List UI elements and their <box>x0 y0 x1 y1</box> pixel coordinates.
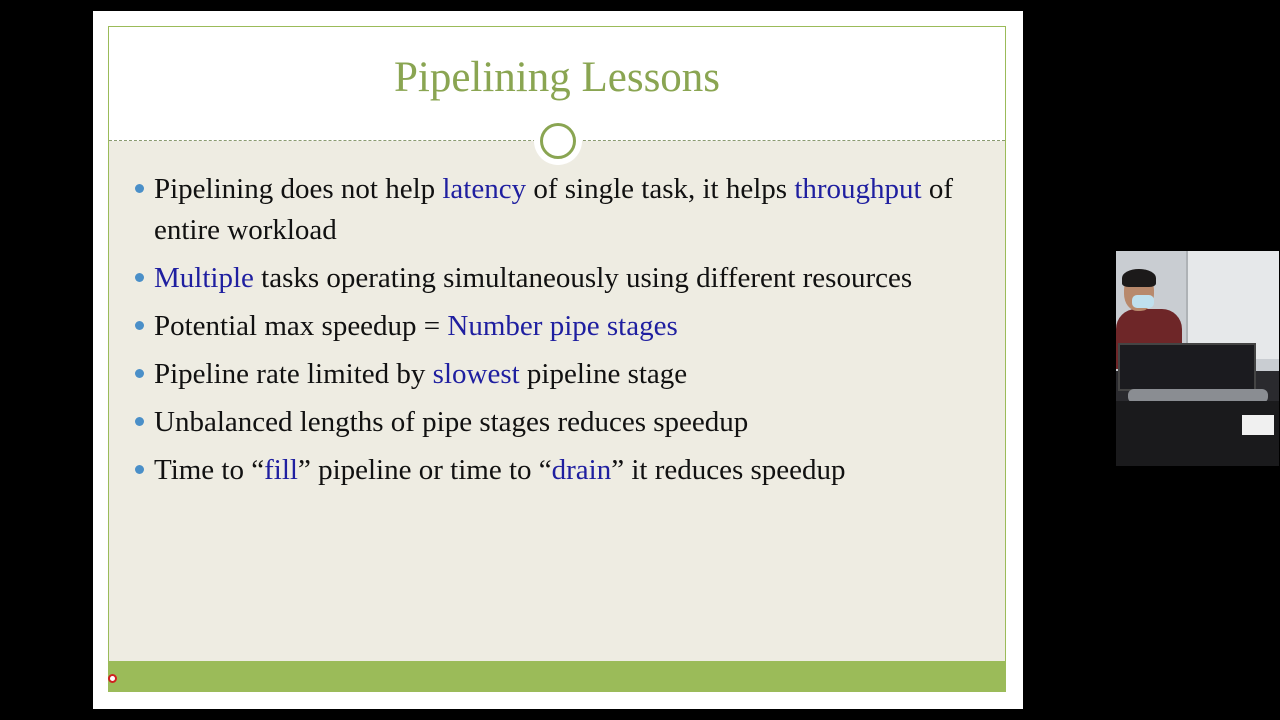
bullet-text: Potential max speedup = <box>154 310 448 342</box>
bullet-text: Unbalanced lengths of pipe stages reduces speedup <box>154 406 749 438</box>
footer-bar <box>109 661 1005 692</box>
slide-title: Pipelining Lessons <box>393 54 721 101</box>
bullet-text: of entire workload <box>154 173 954 246</box>
bullet-dot-icon <box>135 417 144 426</box>
highlighted-term: throughput <box>794 173 922 205</box>
bullet-item <box>133 169 993 251</box>
laser-pointer-icon <box>108 674 117 683</box>
slide-frame <box>108 26 1006 692</box>
bullet-item <box>133 306 993 347</box>
bullet-text: Pipelining does not help <box>154 173 443 205</box>
highlighted-term: slowest <box>432 358 520 390</box>
bullet-text: ” pipeline or time to “ <box>297 454 552 486</box>
presenter-mask <box>1132 295 1154 308</box>
bullet-item <box>133 258 993 299</box>
circle-ornament-icon <box>534 117 582 165</box>
bullet-text: tasks operating simultaneously using different resources <box>253 262 913 294</box>
highlighted-term: drain <box>551 454 612 486</box>
webcam-paper <box>1242 415 1274 435</box>
bullet-text: pipeline stage <box>519 358 688 390</box>
bullet-list <box>133 169 993 498</box>
presenter-hair <box>1122 269 1156 287</box>
highlighted-term: fill <box>264 454 298 486</box>
bullet-dot-icon <box>135 321 144 330</box>
slide <box>93 11 1023 709</box>
highlighted-term: Number pipe stages <box>447 310 678 342</box>
highlighted-term: latency <box>442 173 527 205</box>
bullet-item <box>133 354 993 395</box>
webcam-video <box>1116 251 1279 466</box>
bullet-dot-icon <box>135 465 144 474</box>
webcam-monitor <box>1118 343 1256 391</box>
bullet-text: Time to “ <box>154 454 265 486</box>
bullet-dot-icon <box>135 273 144 282</box>
bullet-dot-icon <box>135 184 144 193</box>
bullet-text: of single task, it helps <box>526 173 795 205</box>
highlighted-term: Multiple <box>154 262 254 294</box>
bullet-text: Pipeline rate limited by <box>154 358 433 390</box>
bullet-item <box>133 450 993 491</box>
bullet-item <box>133 402 993 443</box>
bullet-text: ” it reduces speedup <box>611 454 846 486</box>
bullet-dot-icon <box>135 369 144 378</box>
